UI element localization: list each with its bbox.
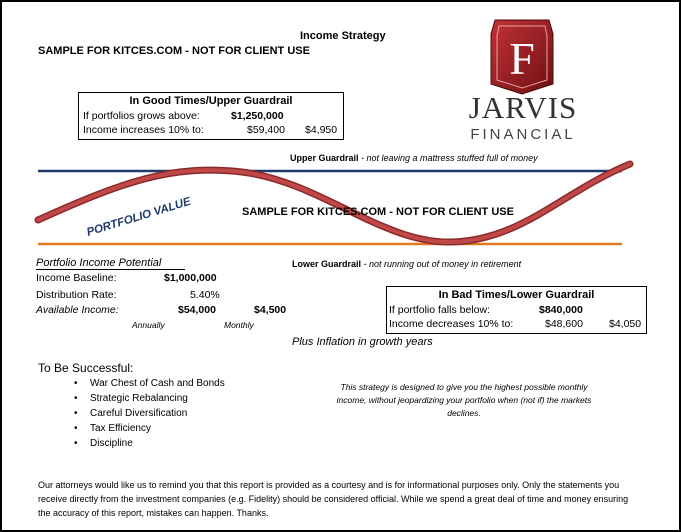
- income-baseline-label: Income Baseline:: [36, 272, 117, 284]
- upper-guardrail-desc: - not leaving a mattress stuffed full of money: [358, 153, 538, 163]
- lower-guardrail-desc: - not running out of money in retirement: [361, 259, 522, 269]
- logo-name: JARVIS: [468, 90, 578, 125]
- bad-times-header: In Bad Times/Lower Guardrail: [438, 289, 595, 301]
- success-item-label: Strategic Rebalancing: [90, 393, 188, 404]
- income-baseline-value: $1,000,000: [164, 272, 217, 284]
- monthly-label: Monthly: [224, 320, 254, 330]
- lower-guardrail-label: Lower Guardrail: [292, 259, 362, 269]
- logo-letter: F: [509, 33, 535, 84]
- sample-notice-mid: SAMPLE FOR KITCES.COM - NOT FOR CLIENT USE: [242, 206, 514, 218]
- portfolio-value-label: PORTFOLIO VALUE: [85, 195, 193, 239]
- good-times-threshold-value: $1,250,000: [231, 110, 284, 122]
- distribution-rate-label: Distribution Rate:: [36, 289, 117, 301]
- available-income-label: Available Income:: [36, 304, 119, 316]
- good-times-increase-label: Income increases 10% to:: [83, 124, 204, 136]
- bullet-icon: •: [74, 423, 78, 434]
- bullet-icon: •: [74, 438, 78, 449]
- upper-guardrail-label: Upper Guardrail: [290, 153, 359, 163]
- logo-sub: FINANCIAL: [470, 126, 576, 143]
- lower-guardrail-caption: [292, 259, 521, 269]
- bad-times-box: [386, 286, 647, 334]
- jarvis-financial-logo: [449, 14, 597, 149]
- success-item: [74, 408, 187, 419]
- plus-inflation-note: Plus Inflation in growth years: [292, 336, 433, 348]
- success-header: To Be Successful:: [38, 361, 134, 375]
- available-income-annual: $54,000: [178, 304, 216, 316]
- success-item: [74, 378, 225, 389]
- bad-times-threshold-value: $840,000: [539, 304, 583, 316]
- bad-times-decrease-label: Income decreases 10% to:: [389, 318, 514, 330]
- page-title: Income Strategy: [300, 30, 386, 42]
- success-item-label: Careful Diversification: [90, 408, 188, 419]
- distribution-rate-value: 5.40%: [190, 289, 220, 301]
- success-item-label: War Chest of Cash and Bonds: [90, 378, 225, 389]
- income-potential-header: Portfolio Income Potential: [36, 257, 185, 270]
- guardrail-diagram: [2, 152, 679, 252]
- good-times-header: In Good Times/Upper Guardrail: [129, 95, 293, 107]
- success-item-label: Discipline: [90, 438, 133, 449]
- success-item: [74, 438, 133, 449]
- bullet-icon: •: [74, 408, 78, 419]
- sample-notice-top: SAMPLE FOR KITCES.COM - NOT FOR CLIENT USE: [38, 45, 310, 57]
- good-times-threshold-label: If portfolios grows above:: [83, 110, 200, 122]
- strategy-note: This strategy is designed to give you the highest possible monthly income, without jeopardizing your portfolio when (not if) the markets declines.: [336, 382, 592, 418]
- bad-times-monthly-income: $4,050: [609, 318, 642, 330]
- available-income-monthly: $4,500: [254, 304, 287, 316]
- good-times-box: [78, 92, 344, 140]
- good-times-annual-income: $59,400: [247, 124, 285, 136]
- bad-times-threshold-label: If portfolio falls below:: [389, 304, 490, 316]
- success-item: [74, 423, 151, 434]
- good-times-monthly-income: $4,950: [305, 124, 338, 136]
- bad-times-annual-income: $48,600: [545, 318, 583, 330]
- bullet-icon: •: [74, 378, 78, 389]
- success-item: [74, 393, 188, 404]
- success-item-label: Tax Efficiency: [90, 423, 151, 434]
- annually-label: Annually: [132, 320, 165, 330]
- disclaimer: Our attorneys would like us to remind you that this report is provided as a courtesy and is for informational purposes only. Only the statements you receive directly from the investment companies (e.g. Fidelity) should be considered official. While we spend a great deal of time and money ensuring the accuracy of this report, mistakes can happen. Thanks.: [38, 480, 629, 518]
- bullet-icon: •: [74, 393, 78, 404]
